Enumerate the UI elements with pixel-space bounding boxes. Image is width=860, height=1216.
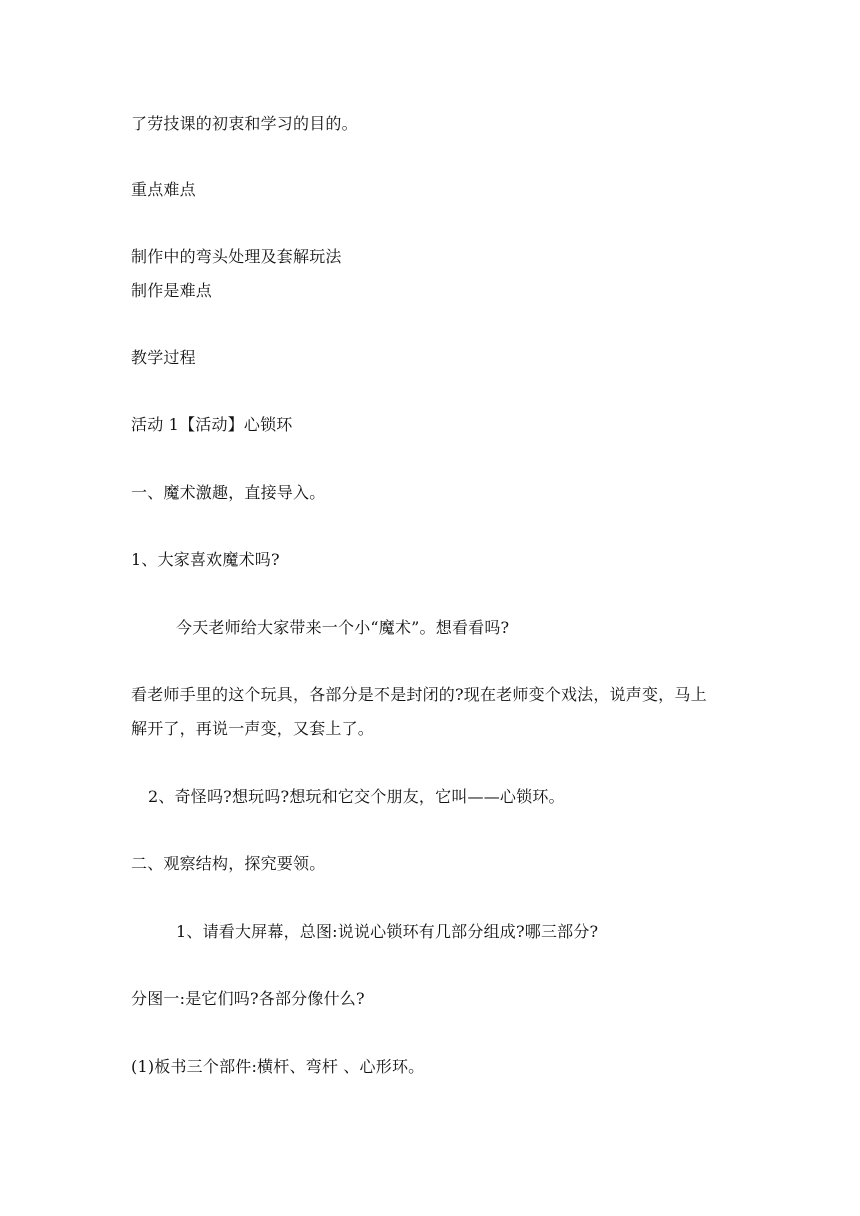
text-line: 制作是难点 [131,281,213,300]
activity-title: 活动 1【活动】心锁环 [131,415,293,434]
text-line: 制作中的弯头处理及套解玩法 [131,247,342,266]
text-line: 2、奇怪吗?想玩吗?想玩和它交个朋友，它叫——心锁环。 [148,787,565,806]
text-line: 分图一:是它们吗?各部分像什么? [131,989,365,1008]
text-line: 看老师手里的这个玩具，各部分是不是封闭的?现在老师变个戏法，说声变，马上 [131,685,707,704]
text-line: 了劳技课的初衷和学习的目的。 [131,114,358,133]
subsection-heading: 二、观察结构，探究要领。 [131,854,326,873]
text-line: 解开了，再说一声变，又套上了。 [131,719,375,738]
text-line: 今天老师给大家带来一个小“魔术”。想看看吗? [176,618,510,637]
section-heading-teaching-process: 教学过程 [131,348,196,367]
section-heading-key-points: 重点难点 [131,180,196,199]
text-line: (1)板书三个部件:横杆、弯杆 、心形环。 [131,1057,425,1076]
subsection-heading: 一、魔术激趣，直接导入。 [131,483,326,502]
text-line: 1、大家喜欢魔术吗? [131,550,280,569]
text-line: 1、请看大屏幕，总图:说说心锁环有几部分组成?哪三部分? [176,922,599,941]
